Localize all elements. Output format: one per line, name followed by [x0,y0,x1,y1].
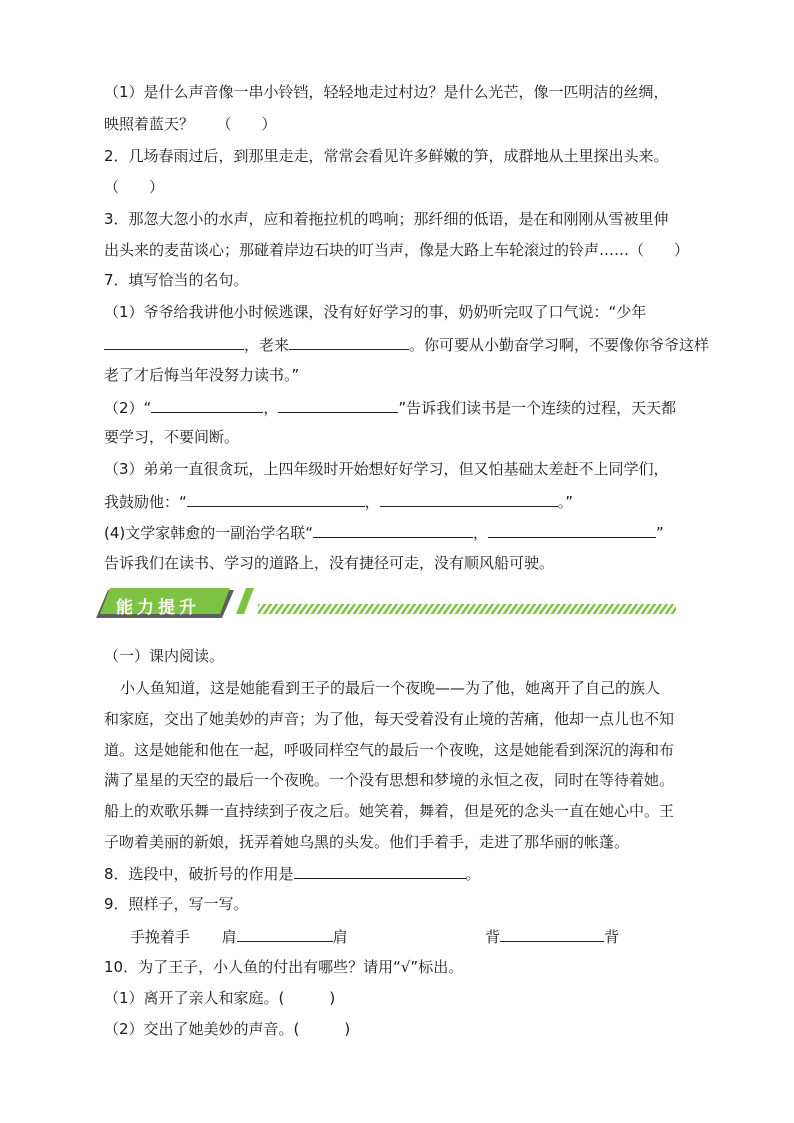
q7-s1-end: 。你可要从小勤奋学习啊，不要像你爷爷这样 [409,336,710,354]
q7-s2-comma: ， [263,399,279,417]
q8-line [104,863,481,884]
q7-s3-comma: ， [364,493,380,511]
section-title: 能力提升 [116,598,200,618]
reading-paragraph-line-2: 和家庭，交出了她美妙的声音；为了他，每天受着没有止境的苦痛，他却一点儿也不知 [104,710,675,728]
q8-text: 8．选段中，破折号的作用是 [104,865,294,883]
q9-word-2b: 背 [604,928,620,946]
q7-s1-line-3: 老了才后悔当年没努力读书。” [104,366,300,384]
q9-word-2a: 背 [485,928,501,946]
q7-s3-line-2 [104,491,573,512]
q7-s3-blank-1[interactable] [187,491,365,507]
q7-title: 7．填写恰当的名句。 [104,271,249,289]
q7-s2-line-1 [104,397,676,418]
q7-s1-blank-1[interactable] [104,334,244,350]
q10-title: 10．为了王子，小人鱼的付出有哪些？请用“√”标出。 [104,958,464,976]
reading-paragraph-line-4: 满了星星的天空的最后一个夜晚。一个没有思想和梦境的永恒之夜，同时在等待着她。 [104,771,675,789]
q9-title: 9．照样子，写一写。 [104,895,249,913]
q7-s3-end: 。” [557,493,574,511]
reading-paragraph-line-3: 道。这是她能和他在一起，呼吸同样空气的最后一个夜晚，这是她能看到深沉的海和布 [104,741,675,759]
q7-s2-blank-2[interactable] [278,397,398,413]
reading-paragraph-line-5: 船上的欢歌乐舞一直持续到子夜之后。她笑着，舞着，但是死的念头一直在她心中。王 [104,802,675,820]
q7-s1-blank-2[interactable] [289,334,409,350]
q8-end: 。 [465,865,481,883]
q7-s4-line-1 [104,522,664,543]
q1-line-1: （1）是什么声音像一串小铃铛，轻轻地走过村边？是什么光芒，像一匹明洁的丝绸， [104,83,669,101]
q10-option-1[interactable]: （1）离开了亲人和家庭。( ) [104,989,336,1007]
q9-word-1b: 肩 [332,928,348,946]
reading-paragraph-line-1: 小人鱼知道，这是她能看到王子的最后一个夜晚——为了他，她离开了自己的族人 [120,679,661,697]
q7-s4-line-2: 告诉我们在读书、学习的道路上，没有捷径可走，没有顺风船可驶。 [104,554,555,572]
q7-s1-line-2 [104,334,709,355]
q7-s3-line-1: （3）弟弟一直很贪玩，上四年级时开始想好好学习，但又怕基础太差赶不上同学们， [104,460,669,478]
q7-s4-comma: ， [473,524,489,542]
q9-example: 手挽着手 [130,928,191,946]
q10-option-2[interactable]: （2）交出了她美妙的声音。( ) [104,1020,351,1038]
q7-s2-end: ”告诉我们读书是一个连续的过程，天天都 [398,399,677,417]
q7-s2-line-2: 要学习，不要间断。 [104,428,240,446]
q8-blank[interactable] [294,863,466,879]
q3-line-1: 3．那忽大忽小的水声，应和着拖拉机的鸣响；那纤细的低语，是在和刚刚从雪被里伸 [104,210,669,228]
reading-title: （一）课内阅读。 [104,647,225,665]
q7-s3-blank-2[interactable] [380,491,558,507]
q7-s4-blank-2[interactable] [488,522,656,538]
q7-s3-start: 我鼓励他：“ [104,493,187,511]
q7-s4-blank-1[interactable] [313,522,473,538]
q7-s1-line-1: （1）爷爷给我讲他小时候逃课，没有好好学习的事，奶奶听完叹了口气说：“少年 [104,303,647,321]
q2-line-2: （ ） [104,178,165,196]
q9-word-1a: 肩 [221,928,237,946]
q7-s4-end: ” [656,524,664,542]
q7-s2-start: （2）“ [104,399,152,417]
q3-line-2: 出头来的麦苗谈心；那碰着岸边石块的叮当声，像是大路上车轮滚过的铃声……（ ） [104,241,690,259]
q7-s2-blank-1[interactable] [151,397,263,413]
reading-paragraph-line-6: 子吻着美丽的新娘，抚弄着她乌黑的头发。他们手着手，走进了那华丽的帐蓬。 [104,833,630,851]
q2-line-1: 2．几场春雨过后，到那里走走，常常会看见许多鲜嫩的笋，成群地从土里探出头来。 [104,147,669,165]
q7-s4-start: (4)文学家韩愈的一副治学名联“ [104,524,314,542]
q9-blank-1[interactable] [237,926,333,942]
q1-line-2: 映照着蓝天？ （ ） [104,115,277,133]
q7-s1-mid: ，老来 [244,336,290,354]
q9-blank-2[interactable] [500,926,604,942]
q9-example-row [130,926,619,947]
